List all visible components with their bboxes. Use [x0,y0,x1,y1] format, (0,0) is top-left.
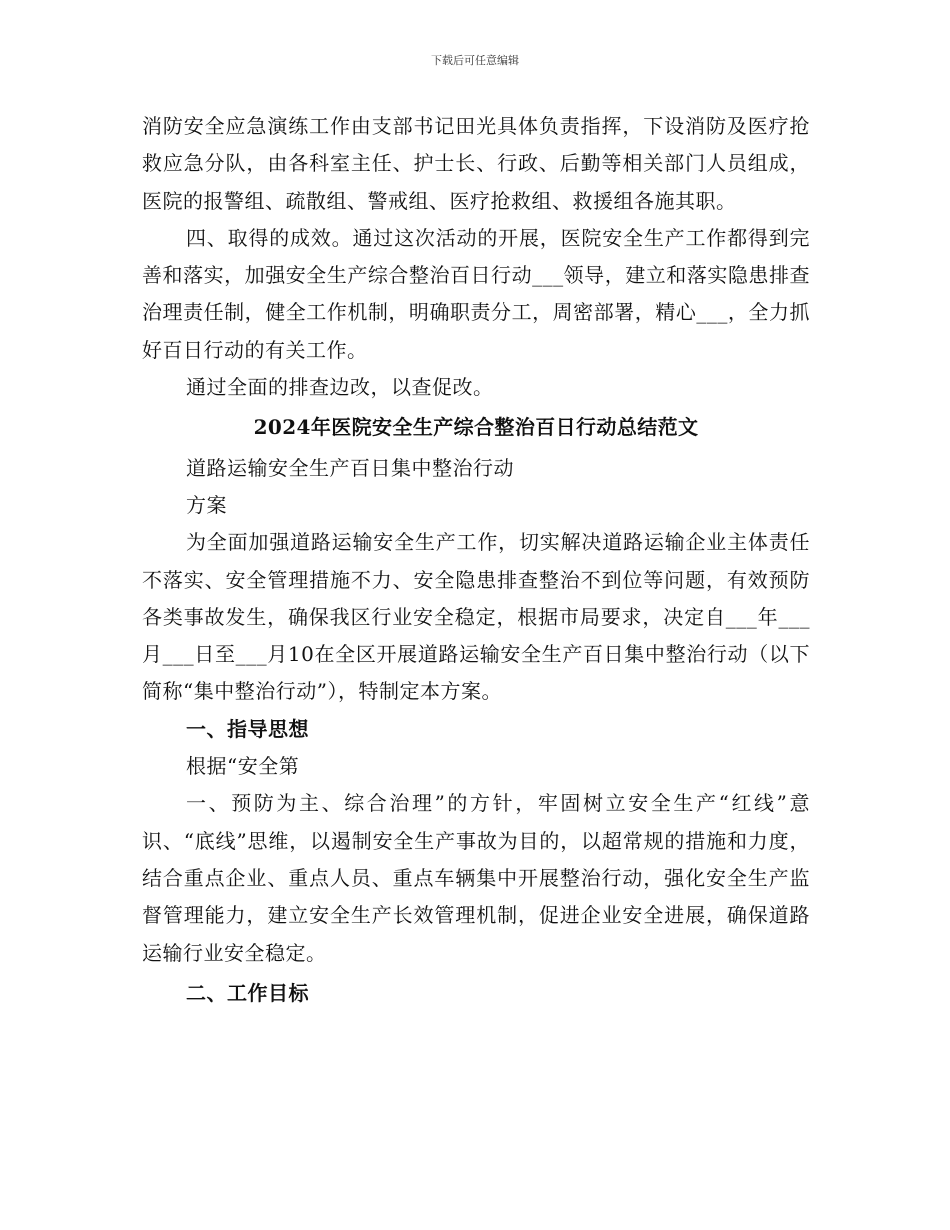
paragraph-subtitle: 道路运输安全生产百日集中整治行动 [186,455,514,480]
paragraph-inspection: 通过全面的排查边改，以查促改。 [186,375,494,400]
document-body [142,108,810,1012]
paragraph-drill-organization: 消防安全应急演练工作由支部书记田光具体负责指挥，下设消防及医疗抢救应急分队，由各科室主任、护士长、行政、后勤等相关部门人员组成，医院的报警组、疏散组、警戒组、医疗抢救组、救援组各施其职。 [142,114,810,213]
paragraph-results: 四、取得的成效。通过这次活动的开展，医院安全生产工作都得到完善和落实，加强安全生产综合整治百日行动___领导，建立和落实隐患排查治理责任制，健全工作机制，明确职责分工，周密部署，精心___，全力抓好百日行动的有关工作。 [142,225,810,362]
paragraph-purpose: 为全面加强道路运输安全生产工作，切实解决道路运输企业主体责任不落实、安全管理措施不力、安全隐患排查整治不到位等问题，有效预防各类事故发生，确保我区行业安全稳定，根据市局要求，决定自___年___月___日至___月10在全区开展道路运输安全生产百日集中整治行动（以下简称“集中整治行动”），特制定本方案。 [142,530,810,704]
document-title: 2024年医院安全生产综合整治百日行动总结范文 [253,415,699,440]
section-heading-work-goals: 二、工作目标 [186,980,309,1005]
header-note: 下载后可任意编辑 [431,54,519,67]
paragraph-according-to: 根据“安全第 [186,754,300,779]
paragraph-plan: 方案 [186,492,227,517]
paragraph-principles: 一、预防为主、综合治理”的方针，牢固树立安全生产“红线”意识、“底线”思维，以遏制安全生产事故为目的，以超常规的措施和力度，结合重点企业、重点人员、重点车辆集中开展整治行动，强化安全生产监督管理能力，建立安全生产长效管理机制，促进企业安全进展，确保道路运输行业安全稳定。 [142,791,810,965]
section-heading-guiding-ideology: 一、指导思想 [186,716,309,741]
